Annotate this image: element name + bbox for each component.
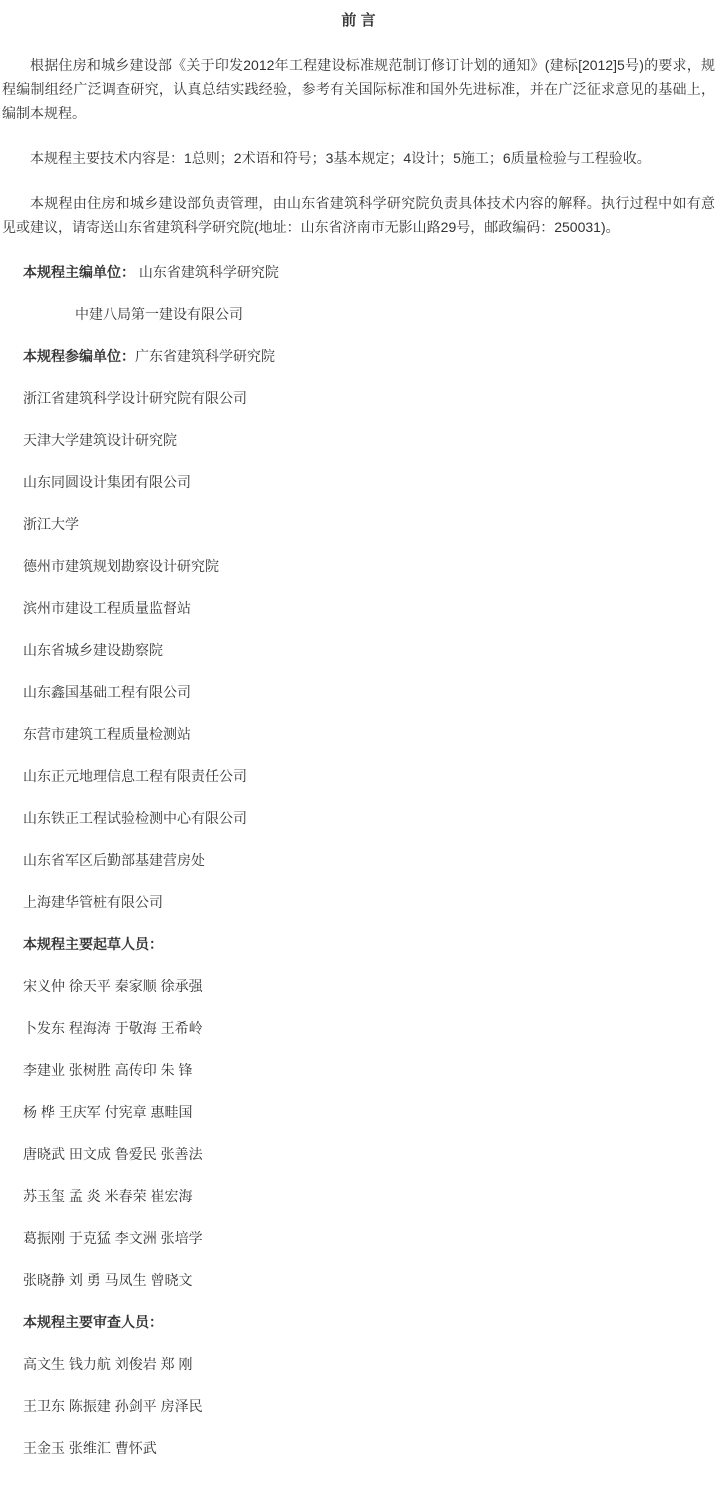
chief-editor-unit-second: 中建八局第一建设有限公司 (75, 306, 243, 322)
reviewers-label-line (2, 1310, 715, 1334)
participating-units-label: 本规程参编单位： (23, 348, 135, 364)
participating-unit: 山东鑫国基础工程有限公司 (23, 684, 191, 700)
participating-unit: 浙江大学 (23, 516, 79, 532)
participating-unit: 东营市建筑工程质量检测站 (23, 726, 191, 742)
reviewers-row: 王金玉 张维汇 曹怀武 (23, 1440, 157, 1456)
drafters-row: 苏玉玺 孟 炎 米春荣 崔宏海 (23, 1188, 193, 1204)
drafters-label: 本规程主要起草人员： (23, 936, 163, 952)
participating-unit: 山东省城乡建设勘察院 (23, 642, 163, 658)
drafters-row: 唐晓武 田文成 鲁爱民 张善法 (23, 1146, 203, 1162)
drafters-row: 杨 桦 王庆军 付宪章 惠畦国 (23, 1104, 193, 1120)
chief-editor-unit-value: 山东省建筑科学研究院 (135, 264, 279, 280)
page-title: 前 言 (341, 12, 376, 29)
drafters-row: 卜发东 程海涛 于敬海 王希岭 (23, 1020, 203, 1036)
chief-editor-unit-label: 本规程主编单位： (23, 264, 135, 280)
reviewers-row: 王卫东 陈振建 孙剑平 房泽民 (23, 1398, 203, 1414)
participating-unit: 滨州市建设工程质量监督站 (23, 600, 191, 616)
participating-unit: 山东省军区后勤部基建营房处 (23, 852, 205, 868)
drafters-row: 李建业 张树胜 高传印 朱 锋 (23, 1062, 193, 1078)
participating-unit: 浙江省建筑科学设计研究院有限公司 (23, 390, 247, 406)
chief-editor-unit-line (2, 260, 715, 284)
participating-unit: 德州市建筑规划勘察设计研究院 (23, 558, 219, 574)
drafters-label-line (2, 932, 715, 956)
participating-unit: 上海建华管桩有限公司 (23, 894, 163, 910)
intro-paragraph: 根据住房和城乡建设部《关于印发2012年工程建设标准规范制订修订计划的通知》(建标[2012]5号)的要求，规程编制组经广泛调查研究，认真总结实践经验，参考有关国际标准和国外先进标准，并在广泛征求意见的基础上，编制本规程。 (2, 57, 715, 121)
participating-unit: 山东铁正工程试验检测中心有限公司 (23, 810, 247, 826)
drafters-row: 宋义仲 徐天平 秦家顺 徐承强 (23, 978, 203, 994)
management-paragraph: 本规程由住房和城乡建设部负责管理，由山东省建筑科学研究院负责具体技术内容的解释。执行过程中如有意见或建议，请寄送山东省建筑科学研究院(地址：山东省济南市无影山路29号，邮政编码：250031)。 (2, 195, 715, 235)
reviewers-label: 本规程主要审查人员： (23, 1314, 163, 1330)
participating-unit: 山东同圆设计集团有限公司 (23, 474, 191, 490)
participating-unit: 山东正元地理信息工程有限责任公司 (23, 768, 247, 784)
drafters-row: 葛振刚 于克猛 李文洲 张培学 (23, 1230, 203, 1246)
contents-paragraph: 本规程主要技术内容是：1总则；2术语和符号；3基本规定；4设计；5施工；6质量检验与工程验收。 (30, 150, 651, 166)
participating-unit: 天津大学建筑设计研究院 (23, 432, 177, 448)
participating-units-line (2, 344, 715, 368)
participating-unit-first: 广东省建筑科学研究院 (135, 348, 275, 364)
drafters-row: 张晓静 刘 勇 马凤生 曾晓文 (23, 1272, 193, 1288)
reviewers-row: 高文生 钱力航 刘俊岩 郑 刚 (23, 1356, 193, 1372)
